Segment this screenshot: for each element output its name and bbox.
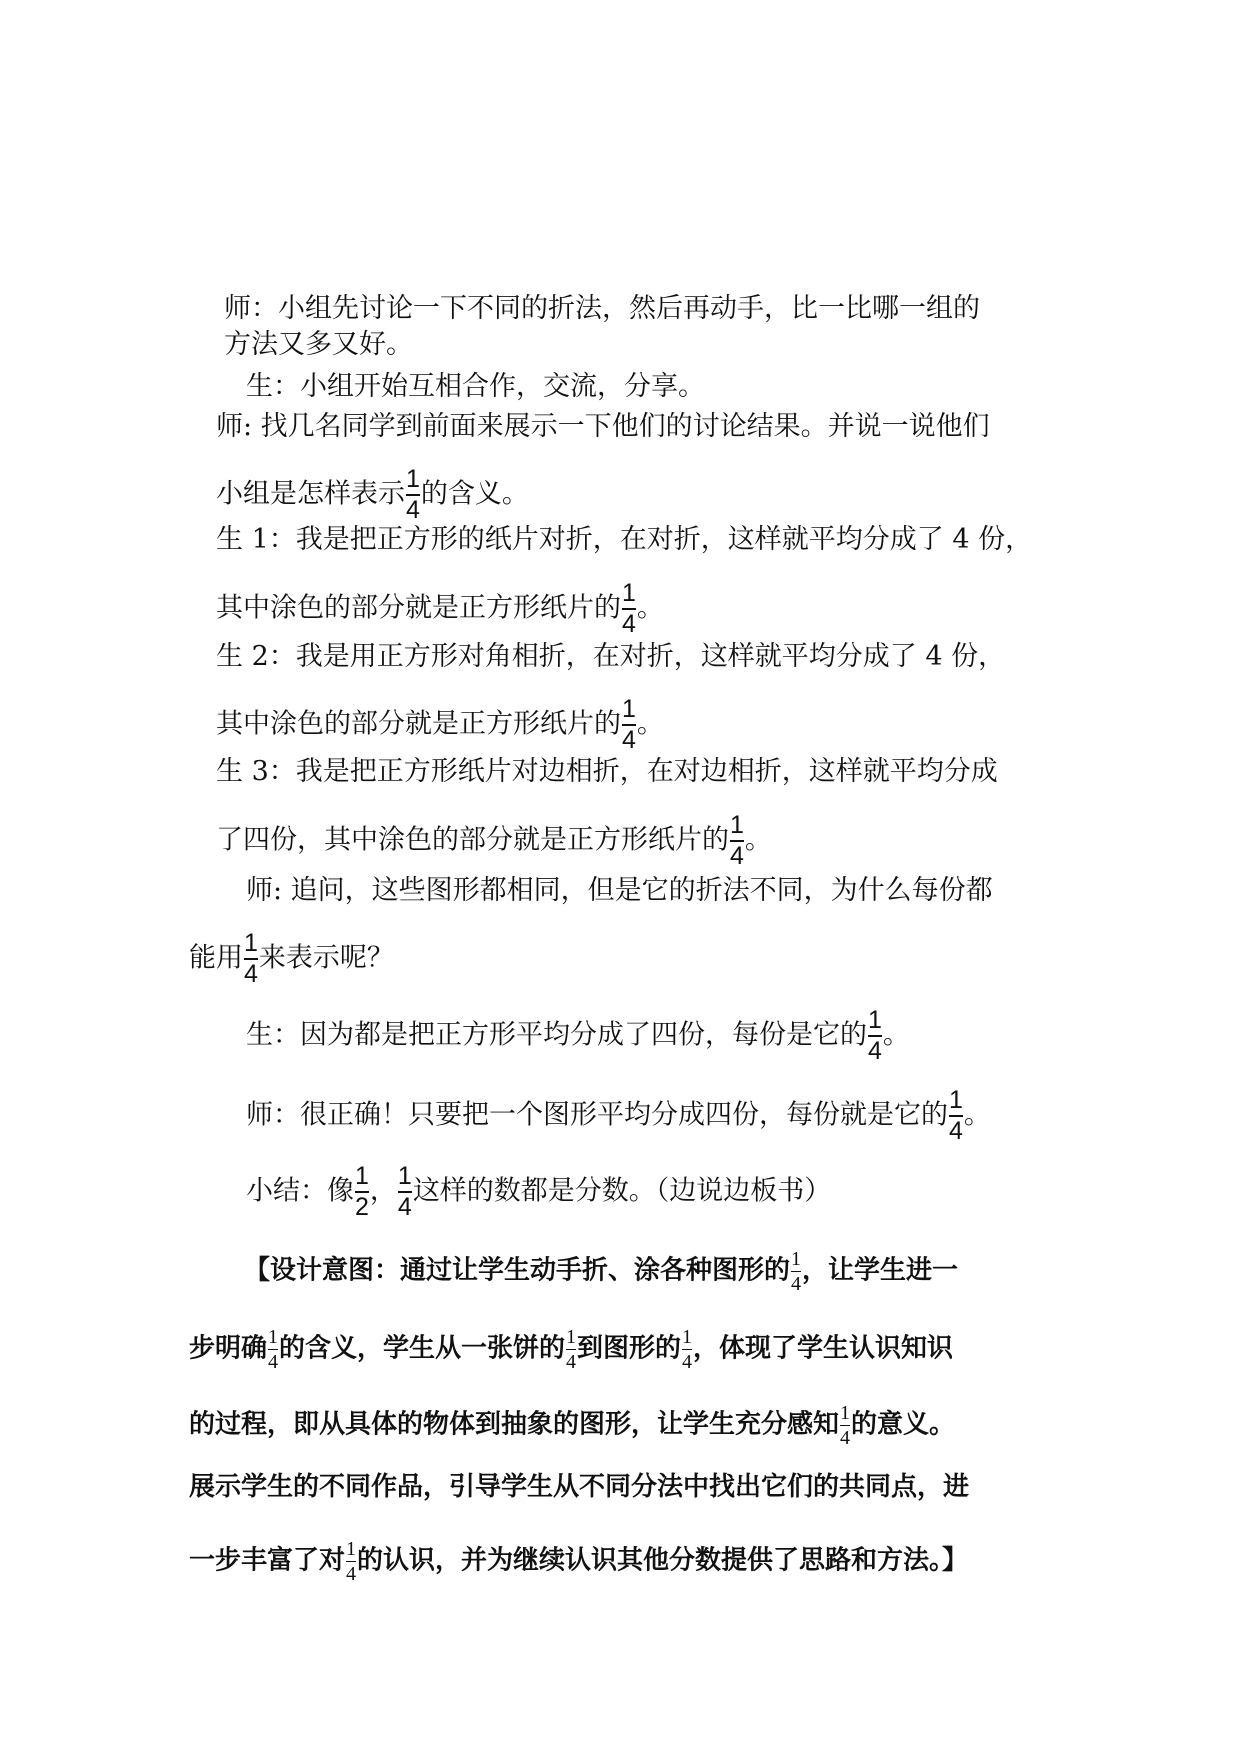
fraction-denominator: 4: [730, 842, 744, 870]
fraction-denominator: 4: [682, 1351, 693, 1373]
line-text: 师：小组先讨论一下不同的折法，然后再动手，比一比哪一组的: [224, 293, 980, 324]
fraction-numerator: 1: [397, 1162, 412, 1190]
design-line: [189, 1470, 969, 1504]
line-text: 其中涂色的部分就是正方形纸片的: [216, 708, 621, 740]
line-text: ，: [369, 1175, 397, 1207]
fraction-denominator: 4: [346, 1563, 357, 1585]
text-line: [216, 523, 1032, 557]
text-line: [224, 292, 980, 326]
line-text: 的含义。: [420, 478, 529, 510]
design-line: [189, 1539, 968, 1584]
fraction-numerator: 1: [622, 695, 636, 723]
fraction-one-quarter: [949, 1088, 963, 1144]
fraction-bar: [791, 1271, 801, 1272]
fraction-bar: [346, 1561, 356, 1562]
text-line: [216, 467, 529, 523]
line-text: 【设计意图：通过让学生动手折、涂各种图形的: [244, 1255, 791, 1286]
fraction-numerator: 1: [730, 811, 744, 839]
fraction-numerator: 1: [406, 465, 420, 493]
line-text: 能用: [189, 942, 243, 974]
fraction-numerator: 1: [355, 1162, 369, 1190]
line-text: 方法又多又好。: [224, 329, 413, 360]
line-text: ，体现了学生认识知识: [693, 1333, 954, 1364]
line-text: 这样的数都是分数。（边说边板书）: [412, 1175, 832, 1207]
fraction-bar: [268, 1349, 278, 1350]
text-line: [189, 931, 394, 987]
fraction-numerator: 1: [268, 1326, 279, 1348]
line-text: 的含义，学生从一张饼的: [279, 1333, 566, 1364]
fraction-denominator: 4: [244, 960, 258, 988]
fraction-one-quarter: [268, 1327, 278, 1372]
line-text: 小结：像: [246, 1175, 354, 1207]
line-text: 来表示呢？: [258, 942, 394, 974]
line-text: 小组是怎样表示: [216, 478, 405, 510]
design-line: [189, 1403, 955, 1448]
fraction-numerator: 1: [868, 1006, 882, 1034]
line-text: 。: [744, 824, 772, 856]
fraction-denominator: 4: [268, 1351, 279, 1373]
line-text: 生 2：我是用正方形对角相折，在对折，这样就平均分成了 4 份，: [216, 641, 1006, 672]
fraction-one-quarter: [682, 1327, 692, 1372]
fraction-one-quarter: [566, 1327, 576, 1372]
line-text: 生：小组开始互相合作，交流，分享。: [246, 371, 705, 402]
line-text: 的意义。: [851, 1409, 956, 1440]
fraction-one-quarter: [346, 1539, 356, 1584]
fraction-bar: [840, 1425, 850, 1426]
fraction-numerator: 1: [682, 1326, 693, 1348]
fraction-denominator: 4: [622, 726, 636, 754]
line-text: 师: 追问，这些图形都相同，但是它的折法不同，为什么每份都: [246, 875, 993, 906]
line-text: 生：因为都是把正方形平均分成了四份，每份是它的: [246, 1019, 867, 1051]
design-line: [244, 1249, 958, 1294]
fraction-denominator: 4: [622, 610, 636, 638]
text-line: [216, 755, 998, 789]
design-line: [189, 1327, 953, 1372]
fraction-one-quarter: [622, 581, 636, 637]
line-text: 师: 找几名同学到前面来展示一下他们的讨论结果。并说一说他们: [216, 411, 990, 442]
fraction-denominator: 4: [566, 1351, 577, 1373]
fraction-one-quarter: [868, 1008, 882, 1064]
line-text: 。: [636, 708, 664, 740]
fraction-one-quarter: [406, 467, 420, 523]
fraction-numerator: 1: [949, 1086, 963, 1114]
line-text: 生 1：我是把正方形的纸片对折，在对折，这样就平均分成了 4 份，: [216, 524, 1033, 555]
fraction-numerator: 1: [840, 1402, 851, 1424]
fraction-denominator: 4: [791, 1273, 802, 1295]
fraction-one-half: [355, 1164, 369, 1220]
text-line: [246, 1008, 910, 1064]
text-line: [216, 697, 664, 753]
fraction-bar: [566, 1349, 576, 1350]
fraction-numerator: 1: [622, 579, 636, 607]
line-text: 的过程，即从具体的物体到抽象的图形，让学生充分感知: [189, 1409, 840, 1440]
line-text: 步明确: [189, 1333, 268, 1364]
text-line: [216, 640, 1005, 674]
line-text: 生 3：我是把正方形纸片对边相折，在对边相折，这样就平均分成: [216, 756, 998, 787]
text-line: [216, 410, 990, 444]
line-text: 一步丰富了对: [189, 1545, 346, 1576]
fraction-denominator: 4: [406, 496, 420, 524]
line-text: 的认识，并为继续认识其他分数提供了思路和方法。】: [357, 1545, 969, 1576]
fraction-one-quarter: [398, 1164, 412, 1220]
fraction-numerator: 1: [566, 1326, 577, 1348]
fraction-one-quarter: [730, 813, 744, 869]
text-line: [216, 813, 772, 869]
fraction-numerator: 1: [791, 1248, 802, 1270]
line-text: 。: [882, 1019, 910, 1051]
fraction-one-quarter: [791, 1249, 801, 1294]
text-line: [216, 581, 664, 637]
fraction-one-quarter: [622, 697, 636, 753]
line-text: 展示学生的不同作品，引导学生从不同分法中找出它们的共同点，进: [189, 1472, 970, 1502]
line-text: 到图形的: [577, 1333, 682, 1364]
fraction-one-quarter: [244, 931, 258, 987]
fraction-numerator: 1: [244, 929, 258, 957]
text-line: [246, 1164, 831, 1220]
line-text: 。: [963, 1099, 991, 1131]
fraction-denominator: 4: [949, 1117, 963, 1145]
fraction-denominator: 2: [355, 1193, 369, 1221]
fraction-bar: [682, 1349, 692, 1350]
line-text: 。: [636, 592, 664, 624]
line-text: 了四份，其中涂色的部分就是正方形纸片的: [216, 824, 729, 856]
line-text: 师：很正确！只要把一个图形平均分成四份，每份就是它的: [246, 1099, 948, 1131]
text-line: [246, 1088, 991, 1144]
fraction-one-quarter: [840, 1403, 850, 1448]
text-line: [246, 370, 705, 404]
fraction-denominator: 4: [840, 1427, 851, 1449]
fraction-numerator: 1: [346, 1538, 357, 1560]
fraction-denominator: 4: [397, 1193, 412, 1221]
line-text: 其中涂色的部分就是正方形纸片的: [216, 592, 621, 624]
fraction-denominator: 4: [868, 1037, 882, 1065]
text-line: [246, 874, 993, 908]
line-text: ，让学生进一: [802, 1255, 959, 1286]
text-line: [224, 328, 413, 362]
